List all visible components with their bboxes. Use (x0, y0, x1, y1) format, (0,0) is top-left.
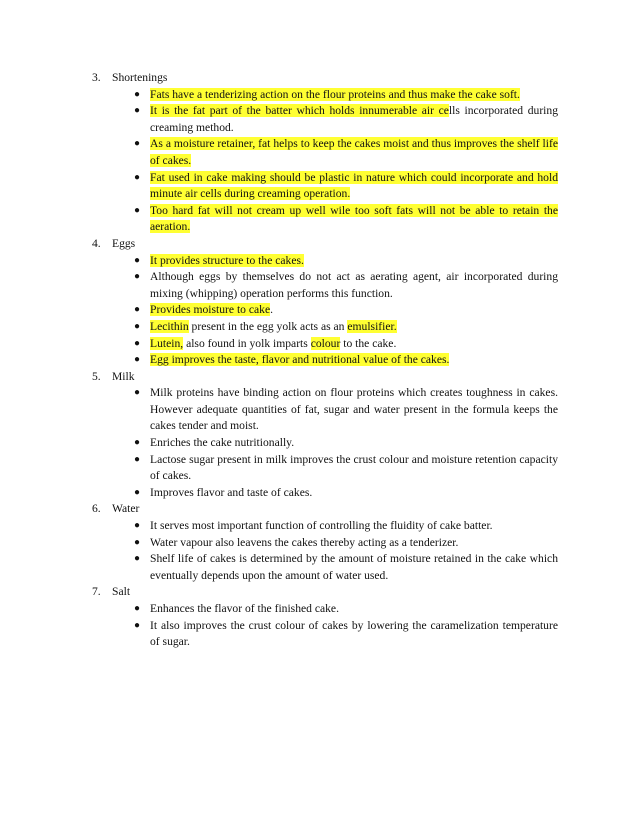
section-number: 7. (92, 585, 101, 599)
bullet-icon: ● (134, 387, 141, 399)
bullet-icon: ● (134, 619, 141, 631)
bullet-icon: ● (134, 171, 141, 183)
highlighted-text: Too hard fat will not cream up well wile too soft fats will not be able to retain the aeration. (150, 203, 558, 234)
list-item (0, 302, 558, 319)
highlighted-text: Lutein, (150, 336, 184, 350)
bullet-icon: ● (134, 337, 141, 349)
highlighted-text: Fat used in cake making should be plastic in nature which could incorporate and hold minute air cells during creaming operation. (150, 170, 558, 201)
section-heading (0, 501, 638, 518)
list-item (0, 435, 558, 452)
highlighted-text: colour (310, 336, 341, 350)
section-title: Water (112, 502, 140, 516)
document-body (0, 70, 638, 651)
bullet-icon: ● (134, 603, 141, 614)
list-item (0, 352, 558, 369)
section-heading (0, 584, 638, 601)
list-item (0, 336, 558, 353)
list-item (0, 136, 558, 169)
item-text: also found in yolk imparts (183, 336, 311, 350)
highlighted-text: It is the fat part of the batter which holds innumerable air ce (150, 104, 449, 118)
section-number: 4. (92, 236, 101, 250)
bullet-icon: ● (134, 437, 141, 449)
bullet-icon: ● (134, 138, 141, 150)
item-text: It also improves the crust colour of cakes by lowering the caramelization temperature of sugar. (150, 618, 558, 649)
bullet-icon: ● (134, 105, 141, 117)
bullet-icon: ● (134, 88, 141, 100)
list-item (0, 203, 558, 236)
section-salt (0, 584, 638, 650)
item-text: present in the egg yolk acts as an (188, 319, 348, 333)
section-number: 6. (92, 502, 101, 516)
section-title: Salt (112, 585, 131, 599)
highlighted-text: It provides structure to the cakes. (150, 253, 304, 267)
bullet-icon: ● (134, 204, 141, 216)
section-number: 5. (92, 369, 101, 383)
item-text: . (270, 303, 274, 317)
item-text: lls incorporated during creaming method. (150, 104, 558, 134)
highlighted-text: Egg improves the taste, flavor and nutritional value of the cakes. (150, 353, 450, 367)
item-text: Shelf life of cakes is determined by the amount of moisture retained in the cake which eventually depends upon the amount of water used. (150, 552, 558, 582)
bullet-icon: ● (134, 520, 141, 532)
section-water (0, 501, 638, 584)
list-item (0, 618, 558, 651)
section-milk (0, 369, 638, 502)
highlighted-text: Fats have a tenderizing action on the flour proteins and thus make the cake soft. (150, 87, 520, 101)
list-item (0, 170, 558, 203)
bullet-icon: ● (134, 453, 141, 465)
bullet-list (0, 385, 638, 501)
item-text: Enriches the cake nutritionally. (150, 436, 295, 450)
list-item (0, 452, 558, 485)
list-item (0, 103, 558, 136)
highlighted-text: Lecithin (150, 319, 189, 333)
bullet-icon: ● (134, 553, 141, 565)
highlighted-text: As a moisture retainer, fat helps to keep the cakes moist and thus improves the shelf life of cakes. (150, 137, 558, 167)
bullet-icon: ● (134, 271, 141, 283)
item-text: Water vapour also leavens the cakes thereby acting as a tenderizer. (150, 535, 459, 549)
item-text: Milk proteins have binding action on flour proteins which creates toughness in cakes. However adequate quantities of fat, sugar and water present in the formula keeps the cakes tender and moist. (150, 386, 558, 433)
item-text: Enhances the flavor of the finished cake. (150, 602, 339, 615)
bullet-icon: ● (134, 254, 141, 266)
item-text: It serves most important function of controlling the fluidity of cake batter. (150, 519, 493, 533)
bullet-icon: ● (134, 304, 141, 316)
highlighted-text: Provides moisture to cake (150, 303, 271, 317)
bullet-icon: ● (134, 354, 141, 366)
list-item (0, 319, 558, 336)
section-heading (0, 369, 638, 386)
section-title: Eggs (112, 236, 136, 250)
list-item (0, 601, 558, 618)
section-number: 3. (92, 71, 101, 84)
list-item (0, 385, 558, 435)
list-item (0, 485, 558, 502)
bullet-list (0, 253, 638, 369)
bullet-list (0, 518, 638, 584)
item-text: Improves flavor and taste of cakes. (150, 485, 313, 499)
item-text: to the cake. (340, 336, 397, 350)
bullet-icon: ● (134, 536, 141, 548)
bullet-icon: ● (134, 320, 141, 332)
list-item (0, 87, 558, 104)
section-heading (0, 70, 638, 87)
section-shortenings (0, 70, 638, 236)
list-item (0, 253, 558, 270)
section-title: Shortenings (112, 71, 168, 84)
section-eggs (0, 236, 638, 369)
list-item (0, 551, 558, 584)
bullet-list (0, 87, 638, 236)
highlighted-text: emulsifier. (347, 319, 397, 333)
list-item (0, 518, 558, 535)
bullet-list (0, 601, 638, 651)
item-text: Although eggs by themselves do not act as aerating agent, air incorporated during mixing (whipping) operation performs this function. (150, 270, 558, 300)
section-title: Milk (112, 369, 135, 383)
list-item (0, 269, 558, 302)
item-text: Lactose sugar present in milk improves the crust colour and moisture retention capacity of cakes. (150, 452, 558, 483)
list-item (0, 535, 558, 552)
section-heading (0, 236, 638, 253)
bullet-icon: ● (134, 486, 141, 498)
